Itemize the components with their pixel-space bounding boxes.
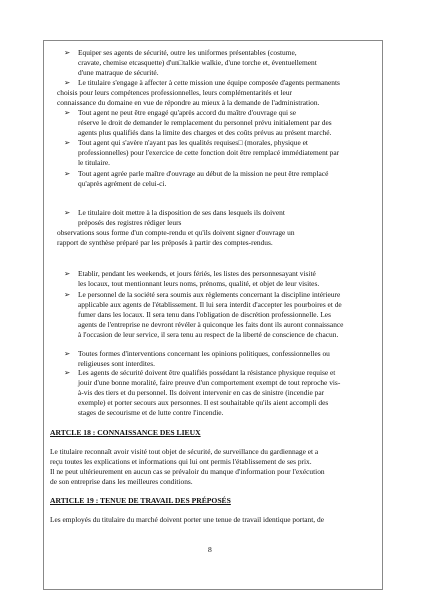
text-line: Il ne peut ultérieurement en aucun cas se prévaloir du manque d'information pour l'exécution: [50, 467, 325, 476]
text-line: Les agents de sécurité doivent être qualifiés possédant la résistance physique requise et: [78, 368, 336, 377]
text-line: Le personnel de la société sera soumis aux règlements concernant la discipline intérieure: [78, 290, 341, 299]
bullet: ➢: [64, 349, 71, 358]
text-line: le titulaire.: [78, 158, 111, 167]
text-line: Tout agent qui s'avère n'ayant pas les qualités requises□ (morales, physique et: [78, 138, 308, 147]
text-line: jouir d'une bonne moralité, faire preuve d'un comportement exempt de tout reproche vis-: [78, 378, 341, 387]
text-line: les locaux, tout mentionnant leurs noms, prénoms, qualité, et objet de leur visites.: [78, 279, 320, 288]
text-line: Etablir, pendant les weekends, et jours fériés, les listes des personnesayant visité: [78, 269, 316, 278]
text-line: religieuses sont interdites.: [78, 359, 155, 368]
text-line: de son entreprise dans les meilleures conditions.: [50, 477, 193, 486]
text-line: Le titulaire doit mettre à la disposition de ses dans lesquels ils doivent: [78, 208, 285, 217]
text-line: Tout agent ne peut être engagé qu'après accord du maître d'ouvrage qui se: [78, 108, 297, 117]
text-line: réserve le droit de demander le remplacement du personnel prévu initialement par des: [78, 118, 332, 127]
text-line: agents plus qualifiés dans la limite des charges et des coûts prévus au présent marché.: [78, 128, 332, 137]
bullet: ➢: [64, 169, 71, 178]
text-line: à-vis des tiers et du personnel. Ils doivent intervenir en cas de sinistre (incendie par: [78, 388, 325, 397]
text-line: reçu toutes les explications et informations qui lui ont permis l'établissement de ses prix.: [50, 457, 312, 466]
text-line: Equiper ses agents de sécurité, outre les uniformes présentables (costume,: [78, 48, 297, 57]
section-heading: ARTCLE 18 : CONNAISSANCE DES LIEUX: [50, 428, 201, 437]
text-line: observations sous forme d'un compte-rendu et qu'ils doivent signer d'ouvrage un: [57, 228, 295, 237]
text-line: stages de secourisme et de lutte contre l'incendie.: [78, 408, 224, 417]
text-line: Le titulaire reconnaît avoir visité tout objet de sécurité, de surveillance du gardiennage et a: [50, 447, 319, 456]
bullet: ➢: [64, 208, 71, 217]
bullet: ➢: [64, 269, 71, 278]
text-line: fumer dans les locaux. Il sera tenu dans l'obligation de discrétion professionnelle. Les: [78, 310, 331, 319]
text-line: professionnelles) pour l'exercice de cette fonction doit être remplacé immédiatement par: [78, 148, 340, 157]
text-line: cravate, chemise etcasquette) d'un□talkie walkie, d'une torche et, éventuellement: [78, 58, 317, 67]
bullet: ➢: [64, 108, 71, 117]
text-line: rapport de synthèse préparé par les préposés à partir des comptes-rendus.: [57, 238, 273, 247]
bullet: ➢: [64, 48, 71, 57]
bullet: ➢: [64, 138, 71, 147]
text-line: applicable aux agents de l'établissement. Il lui sera interdit d'accepter les pourboires et de: [78, 300, 342, 309]
bullet: ➢: [64, 290, 71, 299]
text-line: choisis pour leurs compétences professionnelles, leurs complémentarités et leur: [57, 88, 292, 97]
text-line: exemple) et porter secours aux personnes. Il est souhaitable qu'ils aient accompli des: [78, 398, 329, 407]
bullet: ➢: [64, 368, 71, 377]
text-line: à l'occasion de leur service, il sera tenu au respect de la liberté de conscience de chacun.: [78, 330, 339, 339]
text-line: Tout agent agrée parle maître d'ouvrage au début de la mission ne peut être remplacé: [78, 169, 329, 178]
text-line: Le titulaire s'engage à affecter à cette mission une équipe composée d'agents permanents: [78, 78, 340, 87]
text-line: qu'après agrément de celui-ci.: [78, 179, 167, 188]
text-line: connaissance du domaine en vue de répondre au mieux à la demande de l'administration.: [57, 98, 320, 107]
bullet: ➢: [64, 78, 71, 87]
text-line: d'une matraque de sécurité.: [78, 68, 159, 77]
section-heading: ARTICLE 19 : TENUE DE TRAVAIL DES PRÉPOSÉS: [50, 496, 231, 505]
text-line: Les employés du titulaire du marché doivent porter une tenue de travail identique portant, de: [50, 515, 324, 524]
text-line: agents de l'entreprise ne devront révéler à quiconque les faits dont ils auront connaissance: [78, 320, 344, 329]
page-number: 8: [208, 545, 212, 554]
text-line: préposés des registres rédiger leurs: [78, 218, 182, 227]
text-line: Toutes formes d'interventions concernant les opinions politiques, confessionnelles ou: [78, 349, 330, 358]
